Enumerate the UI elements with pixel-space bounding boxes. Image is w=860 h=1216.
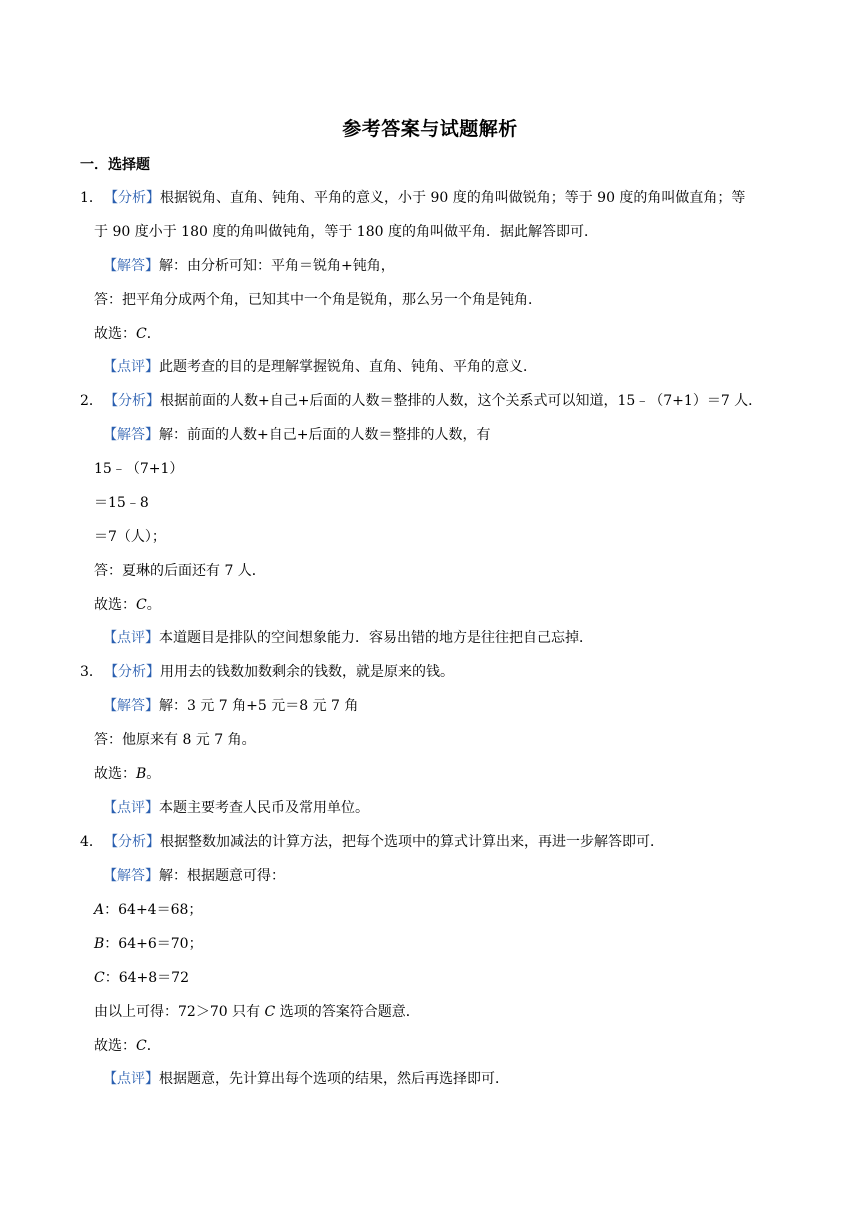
q1-comment-tag: 【点评】 [103,359,159,375]
q4-option-b [94,934,203,954]
q1-choice-prefix: 故选： [94,326,136,342]
q3-solution-line [103,696,358,716]
q4-solution-tag: 【解答】 [103,868,159,884]
q2-step-3: ＝7（人）； [94,529,166,545]
q2-solution-text: 解：前面的人数+自己+后面的人数＝整排的人数，有 [159,427,491,443]
q1-answer: 答：把平角分成两个角，已知其中一个角是锐角，那么另一个角是钝角． [94,292,542,308]
q4-conclusion [94,1002,420,1022]
q2-number: 2． [80,393,103,409]
q1-solution-tag: 【解答】 [103,258,159,274]
q4-option-b-text: ：64+6＝70； [104,936,203,952]
q4-analysis-tag: 【分析】 [104,834,160,850]
q1-choice-letter: C [136,326,147,342]
q2-solution-line [103,425,490,445]
section-heading: 一．选择题 [80,157,150,173]
q3-choice-suffix: 。 [146,766,161,782]
q4-option-a [94,900,202,920]
q4-option-b-letter: B [94,936,105,952]
q3-number: 3． [80,664,103,680]
q3-solution-tag: 【解答】 [103,698,159,714]
q3-choice-prefix: 故选： [94,766,136,782]
q4-conclusion-text-2: 选项的答案符合题意． [275,1004,420,1020]
q4-option-c-letter: C [94,970,105,986]
q4-choice-prefix: 故选： [94,1038,136,1054]
q1-analysis-text-2: 于 90 度小于 180 度的角叫做钝角，等于 180 度的角叫做平角．据此解答即可． [94,224,598,240]
q1-analysis-tag: 【分析】 [104,190,160,206]
q2-choice-line [94,595,161,615]
q2-comment-tag: 【点评】 [103,630,159,646]
q4-number: 4． [80,834,103,850]
q4-conclusion-letter: C [264,1004,276,1020]
q3-comment-line [103,798,369,818]
q3-analysis-tag: 【分析】 [104,664,160,680]
q4-option-c [94,968,189,988]
q4-analysis-text: 根据整数加减法的计算方法，把每个选项中的算式计算出来，再进一步解答即可． [160,834,664,850]
q4-option-a-text: ：64+4＝68； [104,902,203,918]
q4-solution-text: 解：根据题意可得： [159,868,285,884]
q3-comment-text: 本题主要考查人民币及常用单位。 [159,800,369,816]
q1-choice-suffix: ． [146,326,161,342]
q4-conclusion-text-1: 由以上可得：72＞70 只有 [94,1004,265,1020]
q2-solution-tag: 【解答】 [103,427,159,443]
q4-comment-tag: 【点评】 [103,1071,159,1087]
q2-analysis-tag: 【分析】 [104,393,160,409]
q3-answer: 答：他原来有 8 元 7 角。 [94,732,256,748]
q4-choice-letter: C [136,1038,147,1054]
q1-number: 1． [80,190,103,206]
q2-step-1: 15﹣（7+1） [94,461,184,477]
q3-choice-letter: B [136,766,147,782]
q4-choice-line [94,1036,161,1056]
q1-solution-text: 解：由分析可知：平角＝锐角+钝角， [159,258,395,274]
q2-analysis-text: 根据前面的人数+自己+后面的人数＝整排的人数，这个关系式可以知道，15﹣（7+1）＝7 人． [160,393,763,409]
q2-choice-letter: C [136,597,147,613]
q3-choice-line [94,764,160,784]
q3-solution-text: 解：3 元 7 角+5 元＝8 元 7 角 [159,698,359,714]
q3-comment-tag: 【点评】 [103,800,159,816]
q1-choice-line [94,324,161,344]
q4-comment-line [103,1069,509,1089]
q2-comment-text: 本道题目是排队的空间想象能力．容易出错的地方是往往把自己忘掉． [159,630,593,646]
q4-solution-line [103,866,285,886]
q4-option-c-text: ：64+8＝72 [104,970,189,986]
q2-choice-prefix: 故选： [94,597,136,613]
q4-option-a-letter: A [94,902,105,918]
q4-choice-suffix: ． [146,1038,161,1054]
q4-comment-text: 根据题意，先计算出每个选项的结果，然后再选择即可． [159,1071,509,1087]
q2-step-2: ＝15﹣8 [94,495,149,511]
q1-analysis-text-1: 根据锐角、直角、钝角、平角的意义，小于 90 度的角叫做锐角；等于 90 度的角叫做直角；等 [160,190,746,206]
q1-solution-line [103,256,395,276]
q2-choice-suffix: 。 [146,597,161,613]
q1-comment-text: 此题考查的目的是理解掌握锐角、直角、钝角、平角的意义． [159,359,537,375]
q1-comment-line [103,357,537,377]
q2-answer: 答：夏琳的后面还有 7 人． [94,563,266,579]
page-title: 参考答案与试题解析 [342,118,518,140]
q2-comment-line [103,628,593,648]
q3-analysis-text: 用用去的钱数加数剩余的钱数，就是原来的钱。 [160,664,454,680]
